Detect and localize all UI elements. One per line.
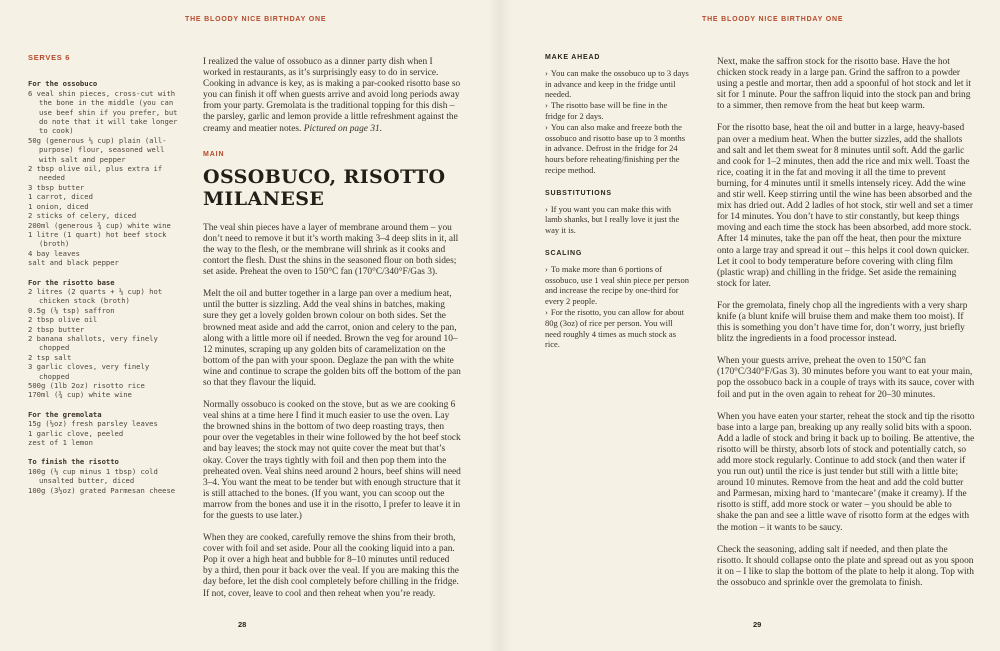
body-paragraph: The veal shin pieces have a layer of membrane around them – you don’t need to remove it but it’s worth making 3–4 deep slits in it, all the way to the flesh, or the membrane will shrink as it cooks and contort the flesh. Dust the shins in the seasoned flour on both sides; set aside. Preheat the oven to 150°C fan (170°C/340°F/Gas 3).	[203, 222, 459, 278]
pictured-note: Pictured on page 31.	[303, 123, 383, 134]
recipe-title-line2: MILANESE	[203, 187, 325, 210]
ingredients-sidebar	[28, 53, 182, 505]
ingredient-item: 1 litre (1 quart) hot beef stock (broth)	[28, 229, 167, 249]
recipe-title	[203, 166, 461, 210]
ingredient-group-title: To finish the risotto	[28, 457, 119, 467]
bullet-marker: ›	[545, 121, 548, 132]
recipe-title-line1: OSSOBUCO, RISOTTO	[203, 165, 446, 188]
ingredient-item: 50g (generous ⅓ cup) plain (all-purpose) flour, seasoned well with salt and pepper	[28, 135, 167, 164]
ingredient-item: 0.5g (⅛ tsp) saffron	[28, 305, 115, 315]
body-paragraph: Normally ossobuco is cooked on the stove, but as we are cooking 6 veal shins at a time here I find it much easier to use the oven. Lay the browned shins in the bottom of two deep roasting trays, then pour over the vegetables in their wine followed by the hot beef stock and bay leaves; the stock may not quite cover the meat but that’s okay. Cover the trays tightly with foil and then pop them into the preheated oven. Veal shins need around 2 hours, beef shins will need 3–4. You want the meat to be tender but with enough structure that it is still attached to the bones. (If you want, you can scoop out the marrow from the bones and use it in the risotto, I prefer to leave it in for the guests to use later.)	[203, 400, 461, 521]
running-header-left: THE BLOODY NICE BIRTHDAY ONE	[185, 16, 327, 23]
ingredient-group-ossobuco	[28, 79, 182, 267]
ingredient-item: 2 tbsp olive oil, plus extra if needed	[28, 164, 163, 183]
note-bullet-text: You can also make and freeze both the ossobuco and risotto base up to 3 months in advance. Defrost in the fridge for 24 hours before reheating/finishing per the recipe method.	[545, 121, 686, 175]
ingredient-group-title: For the gremolata	[28, 409, 102, 419]
ingredient-item: 1 carrot, diced	[28, 192, 93, 202]
note-section-make-ahead	[545, 53, 689, 176]
ingredient-item: 500g (1lb 2oz) risotto rice	[28, 381, 145, 390]
ingredient-group-finish-risotto	[28, 457, 182, 495]
body-paragraph: When they are cooked, carefully remove the shins from their broth, cover with foil and set aside. Pour all the cooking liquid into a pan. Pop it over a high heat and bubble for 8–10 minutes until reduced by a third, then pour it back over the veal. If you are making this the day before, let the dish cool completely before chilling in the fridge. If not, cover, leave to cool and then reheat when you’re ready.	[203, 533, 459, 599]
recipe-kicker: MAIN	[203, 150, 225, 158]
ingredient-item: 2 tsp salt	[28, 352, 72, 362]
note-bullet	[545, 307, 689, 350]
ingredient-item: 1 garlic clove, peeled	[28, 428, 124, 438]
ingredient-item: salt and black pepper	[28, 258, 119, 268]
bullet-marker: ›	[545, 203, 548, 214]
ingredient-item: 3 tbsp butter	[28, 182, 85, 192]
bullet-marker: ›	[545, 263, 548, 274]
ingredient-item: 200ml (generous ¾ cup) white wine	[28, 220, 171, 230]
right-main-column	[717, 57, 975, 600]
ingredient-group-title: For the risotto base	[28, 277, 115, 287]
body-paragraph: For the risotto base, heat the oil and butter in a large, heavy-based pan over a medium heat. When the butter sizzles, add the shallots and salt and let them sweat for 8 minutes until soft. Add the garlic and cook for 1–2 minutes, then add the rice and mix well. Toast the rice, coating it in the fat and moving it all the time to prevent burning, for 4 minutes until it smells intensely ricey. Add the wine and stir well. Keep stirring until the wine has been absorbed and the mix has dried out. Add 2 ladles of hot stock, stir well and set a timer for 14 minutes. You don’t have to stir constantly, but keep things moving and each time the stock has been absorbed, add more stock. After 14 minutes, take the pan off the heat, then pour the mixture onto a large tray and spread it out – this helps it cool down quicker. Let it cool to body temperature before covering with cling film (plastic wrap) and chilling in the fridge. Set aside the remaining stock for later.	[717, 123, 973, 289]
body-paragraph: Next, make the saffron stock for the risotto base. Have the hot chicken stock ready in a large pan. Grind the saffron to a powder using a pestle and mortar, then add a spoonful of hot stock and let it sit for 1 minute. Pour the saffron liquid into the stock pan and bring to a simmer, then remove from the heat but keep warm.	[717, 57, 971, 112]
note-section-title: SCALING	[545, 249, 583, 257]
page-number-left: 28	[238, 620, 247, 629]
body-paragraph: Melt the oil and butter together in a large pan over a medium heat, until the butter is sizzling. Add the veal shins in batches, making sure they get a lovely golden brown colour on both sides. Set the browned meat aside and add the carrot, onion and celery to the pan, along with a little more oil if needed. Brown the veg for around 10–12 minutes, scraping up any golden bits of caramelization on the bottom of the pan with your spoon. Deglaze the pan with the white wine and continue to scrape the golden bits off the bottom of the pan so that they flavour the liquid.	[203, 289, 461, 388]
bullet-marker: ›	[545, 306, 548, 317]
ingredient-item: 100g (⅓ cup minus 1 tbsp) cold unsalted butter, diced	[28, 466, 158, 486]
note-bullet-text: To make more than 6 portions of ossobuco, use 1 veal shin piece per person and increase the recipe by one-third for every 2 people.	[545, 263, 689, 307]
note-bullet	[545, 204, 689, 236]
ingredient-item: 6 veal shin pieces, cross-cut with the bone in the middle (you can use beef shin if you prefer, but do note that it will take longer to cook)	[28, 88, 178, 136]
note-bullet-text: For the risotto, you can allow for about 80g (3oz) of rice per person. You will need roughly 4 times as much stock as rice.	[545, 306, 684, 350]
body-paragraph: Check the seasoning, adding salt if needed, and then plate the risotto. It should collapse onto the plate and spread out as you spoon it on – I like to slap the bottom of the plate to help it along. Top with the ossobuco and sprinkle over the gremolata to finish.	[717, 544, 974, 588]
note-bullet-text: The risotto base will be fine in the fridge for 2 days.	[545, 100, 668, 121]
ingredient-item: 170ml (¾ cup) white wine	[28, 390, 132, 400]
ingredient-item: 2 banana shallots, very finely chopped	[28, 333, 158, 353]
body-paragraph: When you have eaten your starter, reheat the stock and tip the risotto base into a large pan, breaking up any really solid bits with a spoon. Add a ladle of stock and bring it back up to boiling. Be attentive, the risotto will be thirsty, absorb lots of stock and potentially catch, so add more stock regularly. Continue to add stock (and then water if you run out) until the rice is just tender but still with a little bite; around 10 minutes. Remove from the heat and add the cold butter and Parmesan, mixing hard to ‘mantecare’ (make it creamy). If the risotto is stiff, add more stock or water – you should be able to shake the pan and see a little wave of risotto form at the edges with the motion – it wants to be saucy.	[717, 411, 975, 533]
ingredient-item: 15g (½oz) fresh parsley leaves	[28, 419, 158, 429]
note-bullet	[545, 100, 689, 122]
note-bullet-text: If you want you can make this with lamb shanks, but I really love it just the way it is.	[545, 203, 680, 236]
bullet-marker: ›	[545, 100, 548, 111]
note-bullet	[545, 264, 689, 307]
ingredient-group-title: For the ossobuco	[28, 79, 98, 89]
bullet-marker: ›	[545, 67, 548, 78]
note-bullet	[545, 68, 689, 100]
ingredient-item: zest of 1 lemon	[28, 438, 93, 448]
page-number-right: 29	[753, 620, 762, 629]
ingredient-group-gremolata	[28, 410, 182, 448]
ingredient-item: 100g (3½oz) grated Parmesan cheese	[28, 485, 176, 495]
recipe-notes-column	[545, 53, 689, 363]
ingredient-item: 2 sticks of celery, diced	[28, 211, 137, 221]
ingredient-item: 3 garlic cloves, very finely chopped	[28, 362, 150, 381]
note-section-title: SUBSTITUTIONS	[545, 189, 612, 197]
left-main-column	[203, 57, 461, 611]
body-paragraph: For the gremolata, finely chop all the ingredients with a very sharp knife (a blunt knife will bruise them and make them too moist). If this is something you don’t have time for, don’t worry, just briefly blitz the ingredients in a food processor instead.	[717, 300, 968, 345]
note-bullet-text: You can make the ossobuco up to 3 days in advance and keep in the fridge until needed.	[545, 67, 689, 100]
page-gutter	[488, 0, 512, 651]
note-section-substitutions	[545, 189, 689, 236]
running-header-right: THE BLOODY NICE BIRTHDAY ONE	[702, 16, 844, 23]
note-section-scaling	[545, 249, 689, 350]
body-paragraph: When your guests arrive, preheat the oven to 150°C fan (170°C/340°F/Gas 3). 30 minutes before you want to eat your main, pop the ossobuco back in a couple of trays with its sauce, cover with foil and put in the oven again to reheat for 20–30 minutes.	[717, 356, 975, 400]
note-section-title: MAKE AHEAD	[545, 54, 601, 61]
ingredient-item: 4 bay leaves	[28, 248, 80, 258]
ingredient-item: 2 tbsp olive oil	[28, 315, 98, 325]
ingredient-item: 2 litres (2 quarts + ⅓ cup) hot chicken stock (broth)	[28, 286, 163, 306]
intro-paragraph	[203, 57, 461, 135]
note-bullet	[545, 122, 689, 176]
ingredient-item: 2 tbsp butter	[28, 324, 85, 334]
ingredient-group-risotto-base	[28, 278, 182, 400]
intro-text: I realized the value of ossobuco as a dinner party dish when I worked in restaurants, as it’s surprisingly easy to do in service. Cooking in advance is key, as is making a par-cooked risotto base so you can finish it off when guests arrive and avoid long periods away from your party. Gremolata is the traditional topping for this dish – the parsley, garlic and lemon provide a little refreshment against the creamy and meatier notes.	[203, 57, 461, 134]
serves-label: SERVES 6	[28, 53, 71, 62]
ingredient-item: 1 onion, diced	[28, 201, 89, 211]
